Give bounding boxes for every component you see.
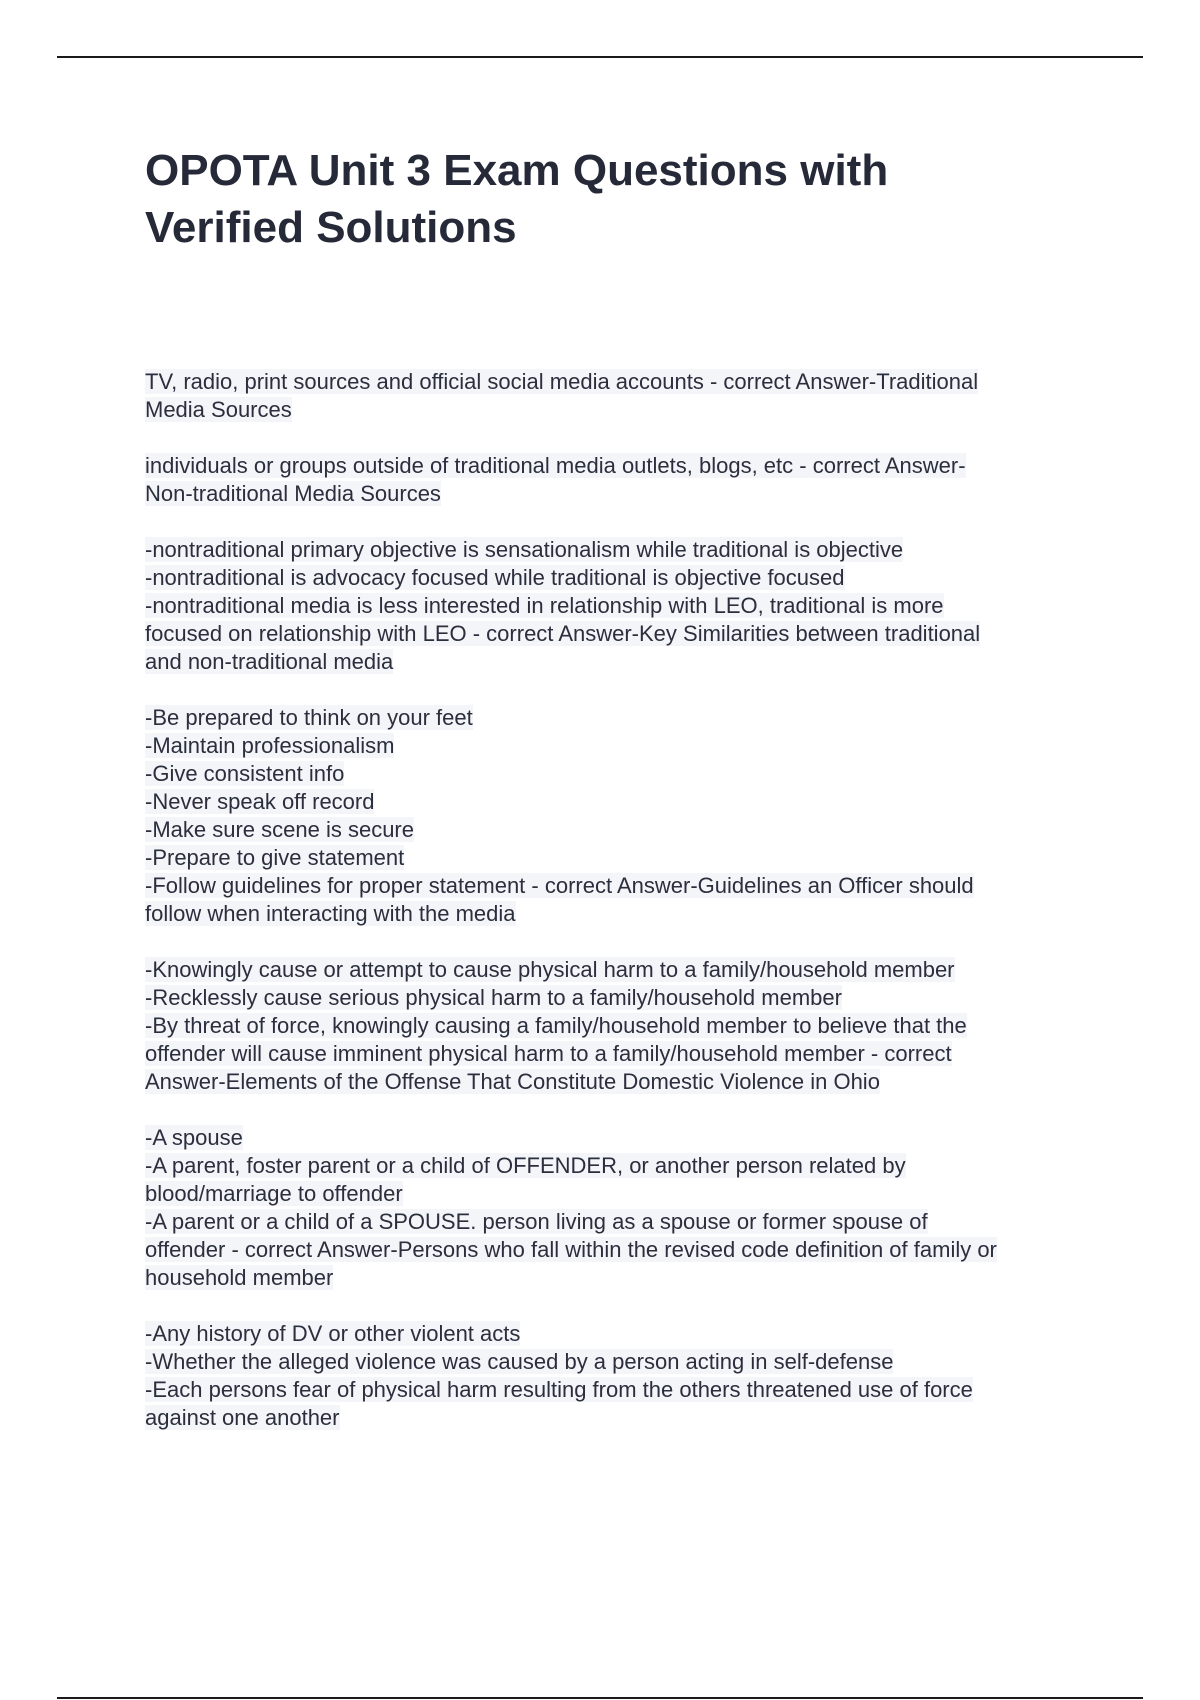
qa-entry	[145, 956, 1095, 1096]
qa-list	[145, 368, 1095, 1460]
text-line: -A parent, foster parent or a child of OFFENDER, or another person related by	[145, 1153, 906, 1178]
text-line: -Any history of DV or other violent acts	[145, 1321, 521, 1346]
text-line: Answer-Elements of the Offense That Constitute Domestic Violence in Ohio	[145, 1069, 880, 1094]
text-line: -Make sure scene is secure	[145, 817, 414, 842]
text-line: -By threat of force, knowingly causing a family/household member to believe that the	[145, 1013, 967, 1038]
text-line: TV, radio, print sources and official social media accounts - correct Answer-Traditional	[145, 369, 979, 394]
text-line: follow when interacting with the media	[145, 901, 516, 926]
text-line: Media Sources	[145, 397, 292, 422]
text-line: -Recklessly cause serious physical harm to a family/household member	[145, 985, 842, 1010]
text-line: -Each persons fear of physical harm resulting from the others threatened use of force	[145, 1377, 973, 1402]
text-line: -nontraditional primary objective is sensationalism while traditional is objective	[145, 537, 904, 562]
text-line: offender will cause imminent physical harm to a family/household member - correct	[145, 1041, 952, 1066]
text-line: -nontraditional is advocacy focused while traditional is objective focused	[145, 565, 845, 590]
text-line: blood/marriage to offender	[145, 1181, 403, 1206]
text-line: -Give consistent info	[145, 761, 345, 786]
text-line: -Prepare to give statement	[145, 845, 405, 870]
title-line: Verified Solutions	[145, 203, 517, 252]
text-line: -Never speak off record	[145, 789, 375, 814]
text-line: -Maintain professionalism	[145, 733, 395, 758]
text-line: offender - correct Answer-Persons who fall within the revised code definition of family or	[145, 1237, 997, 1262]
text-line: -A parent or a child of a SPOUSE. person living as a spouse or former spouse of	[145, 1209, 928, 1234]
qa-entry	[145, 368, 1095, 424]
qa-entry	[145, 452, 1095, 508]
qa-entry	[145, 704, 1095, 928]
text-line: -Follow guidelines for proper statement - correct Answer-Guidelines an Officer should	[145, 873, 974, 898]
text-line: and non-traditional media	[145, 649, 394, 674]
text-line: -Knowingly cause or attempt to cause physical harm to a family/household member	[145, 957, 955, 982]
qa-entry	[145, 1320, 1095, 1432]
text-line: -A spouse	[145, 1125, 243, 1150]
text-line: -Be prepared to think on your feet	[145, 705, 473, 730]
text-line: -nontraditional media is less interested in relationship with LEO, traditional is more	[145, 593, 944, 618]
text-line: household member	[145, 1265, 334, 1290]
top-divider	[57, 56, 1143, 58]
bottom-divider	[57, 1697, 1143, 1699]
title-line: OPOTA Unit 3 Exam Questions with	[145, 146, 889, 195]
text-line: focused on relationship with LEO - correct Answer-Key Similarities between traditional	[145, 621, 981, 646]
text-line: against one another	[145, 1405, 340, 1430]
text-line: -Whether the alleged violence was caused by a person acting in self-defense	[145, 1349, 894, 1374]
qa-entry	[145, 536, 1095, 676]
text-line: individuals or groups outside of traditional media outlets, blogs, etc - correct Answer-	[145, 453, 966, 478]
page-title	[145, 142, 1085, 256]
text-line: Non-traditional Media Sources	[145, 481, 441, 506]
qa-entry	[145, 1124, 1095, 1292]
